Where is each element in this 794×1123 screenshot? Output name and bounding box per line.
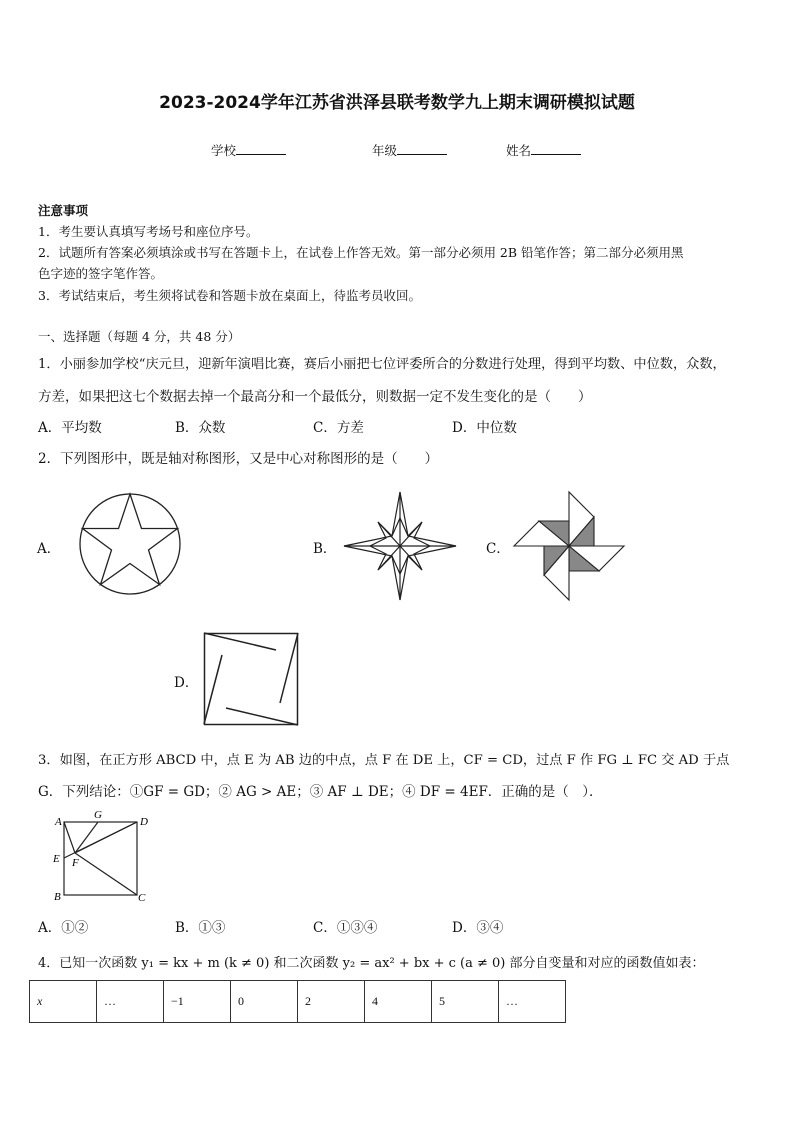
q1-stem-line2: 方差，如果把这七个数据去掉一个最高分和一个最低分，则数据一定不发生变化的是（ ） [38,389,592,405]
table-cell: x [30,981,97,1023]
table-cell: −1 [164,981,231,1023]
name-label: 姓名 [506,143,532,158]
notice-item: 1．考生要认真填写考场号和座位序号。 [38,224,259,239]
q4-stem: 4．已知一次函数 y₁ = kx + m (k ≠ 0) 和二次函数 y₂ = ax² + bx + c (a ≠ 0) 部分自变量和对应的函数值如表： [38,956,705,971]
q2-figure-a-star-in-circle [78,494,182,594]
q3-figure-square-abcd [52,806,152,902]
section-heading: 一、选择题（每题 4 分，共 48 分） [38,329,241,344]
table-cell: 4 [365,981,432,1023]
label-a: A [55,816,62,828]
name-field [506,141,581,159]
q2-figure-d-square-in-square [204,633,298,725]
q1-stem-line1: 1．小丽参加学校“庆元旦，迎新年演唱比赛，赛后小丽把七位评委所合的分数进行处理，得到平均数、中位数，众数， [38,357,726,372]
grade-blank [397,142,447,155]
q3-option-b: B．①③ [175,920,226,936]
label-c: C [138,892,146,904]
q2-stem: 2．下列图形中，既是轴对称图形，又是中心对称图形的是（ ） [38,451,439,467]
school-field [211,141,286,159]
q3-stem-line1: 3．如图，在正方形 ABCD 中，点 E 为 AB 边的中点，点 F 在 DE 上，CF = CD，过点 F 作 FG ⊥ FC 交 AD 于点 [38,753,730,768]
q2-label-b: B． [313,541,337,557]
notice-heading: 注意事项 [38,203,89,218]
school-blank [236,142,286,155]
q2-label-d: D． [174,675,199,691]
q2-figure-c-pinwheel [514,492,624,600]
q1-option-d: D．中位数 [452,420,517,436]
q2-label-c: C． [486,541,510,557]
q1-option-c: C．方差 [313,420,364,436]
grade-label: 年级 [372,143,398,158]
table-cell: 2 [298,981,365,1023]
table-cell: … [499,981,566,1023]
notice-item: 色字迹的签字笔作答。 [38,266,164,281]
table-cell: … [97,981,164,1023]
label-b: B [54,891,61,903]
q2-label-a: A． [37,541,61,557]
label-f: F [72,857,79,869]
label-d: D [140,816,148,828]
table-cell: 5 [432,981,499,1023]
page-title: 2023-2024学年江苏省洪泽县联考数学九上期末调研模拟试题 [159,93,635,113]
q1-option-b: B．众数 [175,420,226,436]
grade-field [372,141,447,159]
school-label: 学校 [211,143,237,158]
q3-option-a: A．①② [38,920,89,936]
label-g: G [94,809,102,821]
notice-item: 3．考试结束后，考生须将试卷和答题卡放在桌面上，待监考员收回。 [38,288,421,303]
label-e: E [53,853,60,865]
table-row [30,981,566,1023]
name-blank [531,142,581,155]
q3-option-d: D．③④ [452,920,504,936]
notice-item: 2．试题所有答案必须填涂或书写在答题卡上，在试卷上作答无效。第一部分必须用 2B 铅笔作答；第二部分必须用黑 [38,245,684,260]
q3-option-c: C．①③④ [313,920,378,936]
q2-figure-b-compass-star [344,492,456,600]
q4-value-table [29,980,566,1023]
q3-stem-line2: G．下列结论：①GF = GD；② AG > AE；③ AF ⊥ DE；④ DF = 4EF．正确的是（ ）． [38,784,603,800]
table-cell: 0 [231,981,298,1023]
q1-option-a: A．平均数 [38,420,102,436]
